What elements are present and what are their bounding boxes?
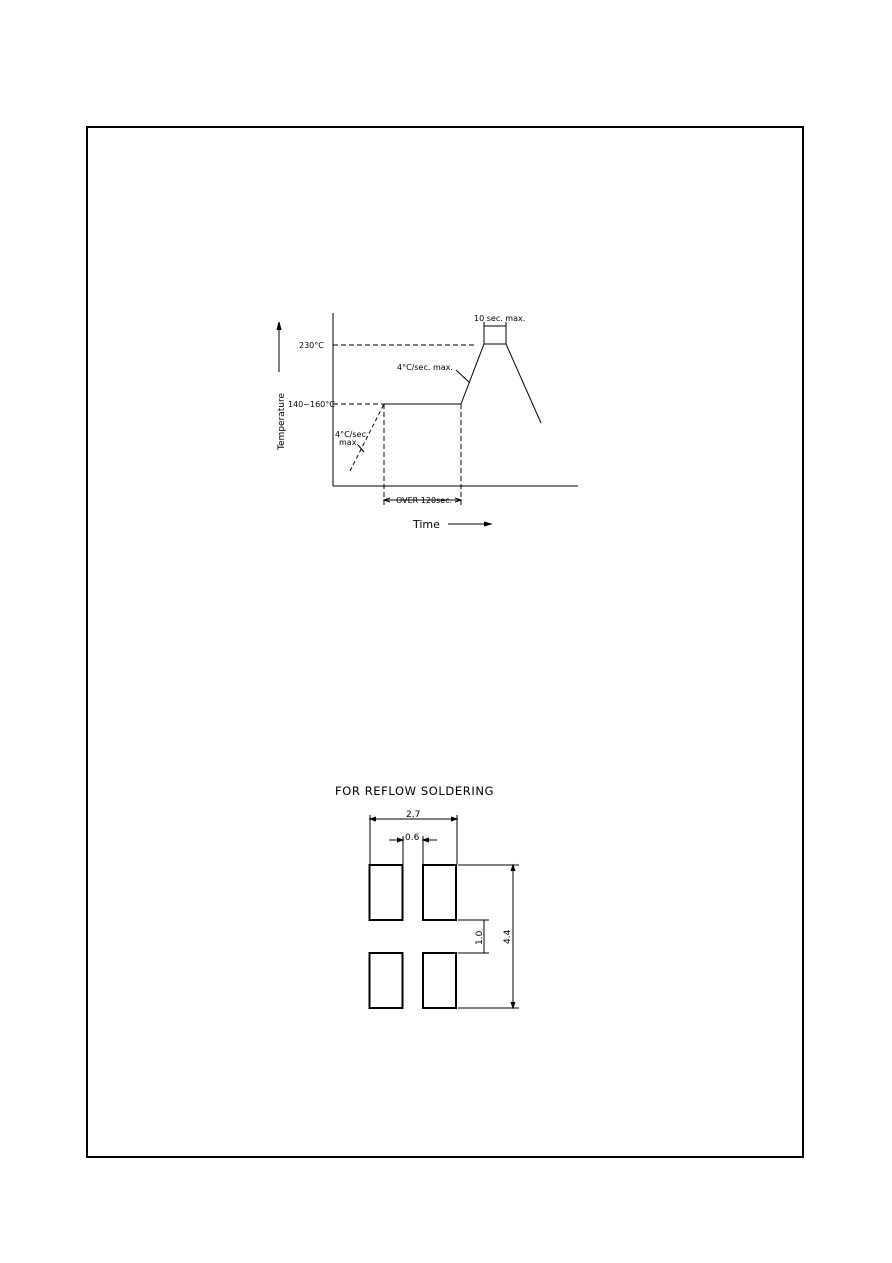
gap-arrow-right-icon bbox=[423, 838, 429, 842]
peak-time-label: 10 sec. max. bbox=[474, 314, 526, 323]
x-arrowhead-icon bbox=[484, 522, 491, 526]
height-arrow-bottom-icon bbox=[511, 1002, 515, 1008]
axis-x-label: Time bbox=[413, 518, 440, 531]
dim-height-label: 4.4 bbox=[503, 929, 513, 944]
preheat-time-label: OVER 120sec. bbox=[396, 496, 453, 505]
pad-top-left bbox=[370, 865, 403, 920]
y-arrowhead-icon bbox=[277, 322, 281, 330]
gap-arrow-left-icon bbox=[397, 838, 403, 842]
dim-gap-label: 0.6 bbox=[405, 833, 420, 843]
pad-bottom-right bbox=[423, 953, 456, 1008]
profile-curve bbox=[384, 344, 541, 423]
dim-vgap-label: 1.0 bbox=[475, 930, 485, 945]
ramp-up-label: 4°C/sec. max. bbox=[397, 363, 453, 372]
peak-temp-label: 230°C bbox=[299, 341, 324, 350]
land-pattern-title: FOR REFLOW SOLDERING bbox=[335, 784, 495, 798]
ramp-up-leader bbox=[456, 370, 470, 383]
preheat-temp-label: 140~160°C bbox=[288, 400, 335, 409]
height-arrow-top-icon bbox=[511, 865, 515, 871]
land-pattern bbox=[370, 815, 520, 1008]
dim-width-label: 2.7 bbox=[406, 810, 421, 820]
pad-top-right bbox=[423, 865, 456, 920]
initial-ramp-label-1: 4°C/sec. bbox=[335, 430, 369, 439]
width-arrow-left-icon bbox=[370, 817, 376, 821]
width-arrow-right-icon bbox=[451, 817, 457, 821]
axis-y-label: Temperature bbox=[277, 392, 287, 450]
initial-ramp-label-2: max. bbox=[339, 438, 359, 447]
pad-bottom-left bbox=[370, 953, 403, 1008]
